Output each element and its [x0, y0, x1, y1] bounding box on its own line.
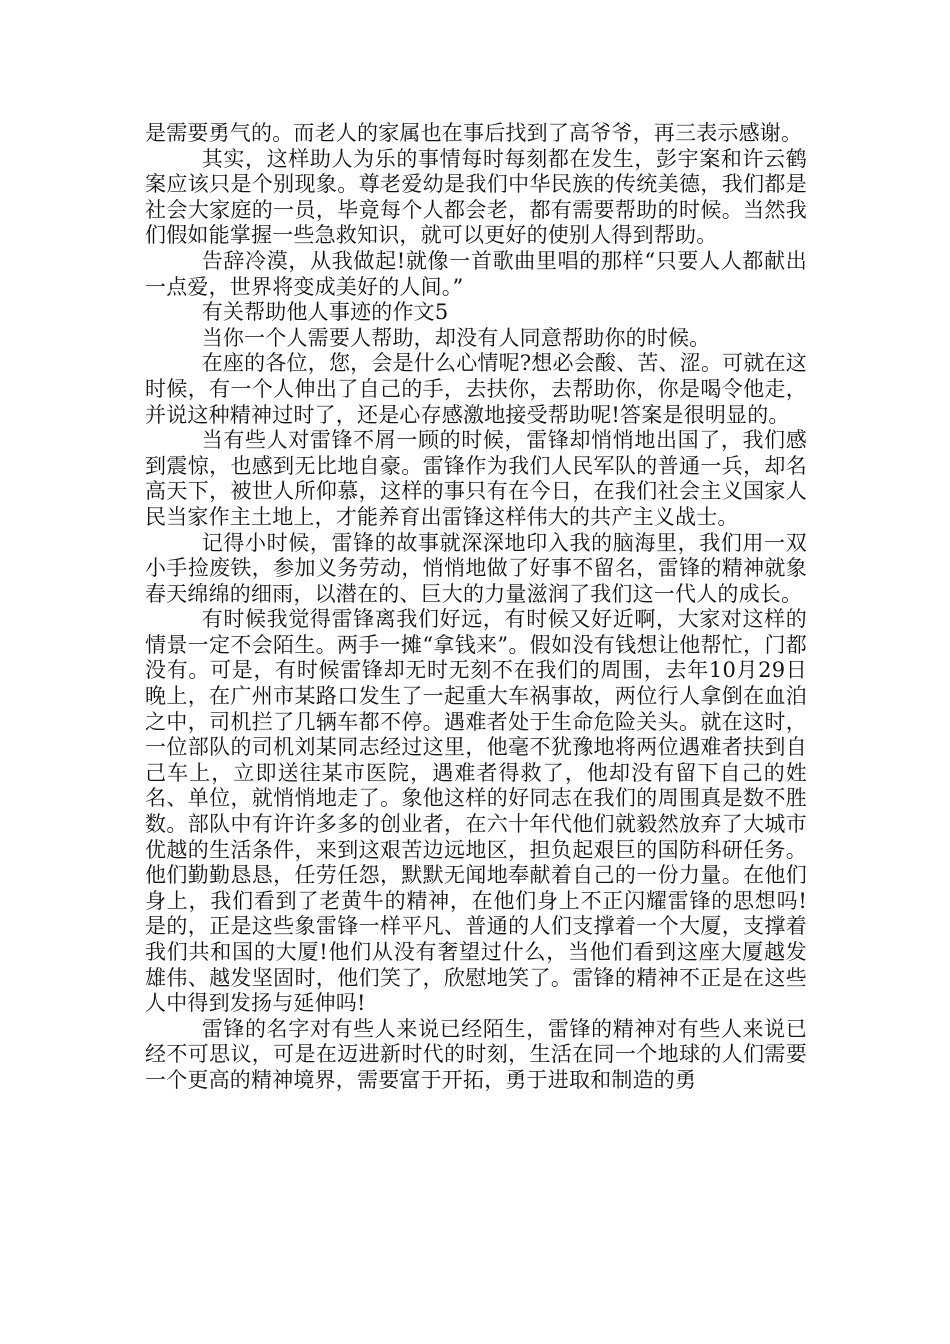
paragraph-9: 有时候我觉得雷锋离我们好远，有时候又好近啊，大家对这样的情景一定不会陌生。两手一摊“拿钱来”。假如没有钱想让他帮忙，门都没有。可是，有时候雷锋却无时无刻不在我们的周围，去年10月29日晚上，在广州市某路口发生了一起重大车祸事故，两位行人拿倒在血泊之中，司机拦了几辆车都不停。遇难者处于生命危险关头。就在这时，一位部队的司机刘某同志经过这里，他毫不犹豫地将两位遇难者扶到自己车上，立即送往某市医院，遇难者得救了，他却没有留下自己的姓名、单位，就悄悄地走了。象他这样的好同志在我们的周围真是数不胜数。部队中有许许多多的创业者，在六十年代他们就毅然放弃了大城市优越的生活条件，来到这艰苦边远地区，担负起艰巨的国防科研任务。他们勤勤恳恳，任劳任怨，默默无闻地奉献着自己的一份力量。在他们身上，我们看到了老黄牛的精神，在他们身上不正闪耀雷锋的思想吗!是的，正是这些象雷锋一样平凡、普通的人们支撑着一个大厦，支撑着我们共和国的大厦!他们从没有奢望过什么，当他们看到这座大厦越发雄伟、越发坚固时，他们笑了，欣慰地笑了。雷锋的精神不正是在这些人中得到发扬与延伸吗!: [145, 607, 807, 1016]
paragraph-2: 其实，这样助人为乐的事情每时每刻都在发生，彭宇案和许云鹤案应该只是个别现象。尊老爱幼是我们中华民族的传统美德，我们都是社会大家庭的一员，毕竟每个人都会老，都有需要帮助的时候。当然我们假如能掌握一些急救知识，就可以更好的使别人得到帮助。: [145, 146, 807, 248]
paragraph-10: 雷锋的名字对有些人来说已经陌生，雷锋的精神对有些人来说已经不可思议，可是在迈进新时代的时刻，生活在同一个地球的人们需要一个更高的精神境界，需要富于开拓，勇于进取和制造的勇: [145, 1016, 807, 1092]
paragraph-5: 当你一个人需要人帮助，却没有人同意帮助你的时候。: [201, 325, 711, 350]
paragraph-3: 告辞冷漠，从我做起!就像一首歌曲里唱的那样“只要人人都献出一点爱，世界将变成美好的人间。”: [145, 248, 807, 299]
paragraph-8: 记得小时候，雷锋的故事就深深地印入我的脑海里，我们用一双小手捡废铁，参加义务劳动，悄悄地做了好事不留名，雷锋的精神就象春天绵绵的细雨，以潜在的、巨大的力量滋润了我们这一代人的成长。: [145, 530, 807, 606]
document-body: [145, 121, 807, 1094]
paragraph-6: 在座的各位，您，会是什么心情呢?想必会酸、苦、涩。可就在这时候，有一个人伸出了自己的手，去扶你，去帮助你，你是喝令他走，并说这种精神过时了，还是心存感激地接受帮助呢!答案是很明显的。: [145, 351, 807, 427]
paragraph-7: 当有些人对雷锋不屑一顾的时候，雷锋却悄悄地出国了，我们感到震惊，也感到无比地自豪。雷锋作为我们人民军队的普通一兵，却名高天下，被世人所仰慕，这样的事只有在今日，在我们社会主义国家人民当家作主土地上，才能养育出雷锋这样伟大的共产主义战士。: [145, 428, 807, 529]
paragraph-1: 是需要勇气的。而老人的家属也在事后找到了高爷爷，再三表示感谢。: [145, 121, 803, 145]
section-heading: 有关帮助他人事迹的作文5: [201, 300, 449, 325]
